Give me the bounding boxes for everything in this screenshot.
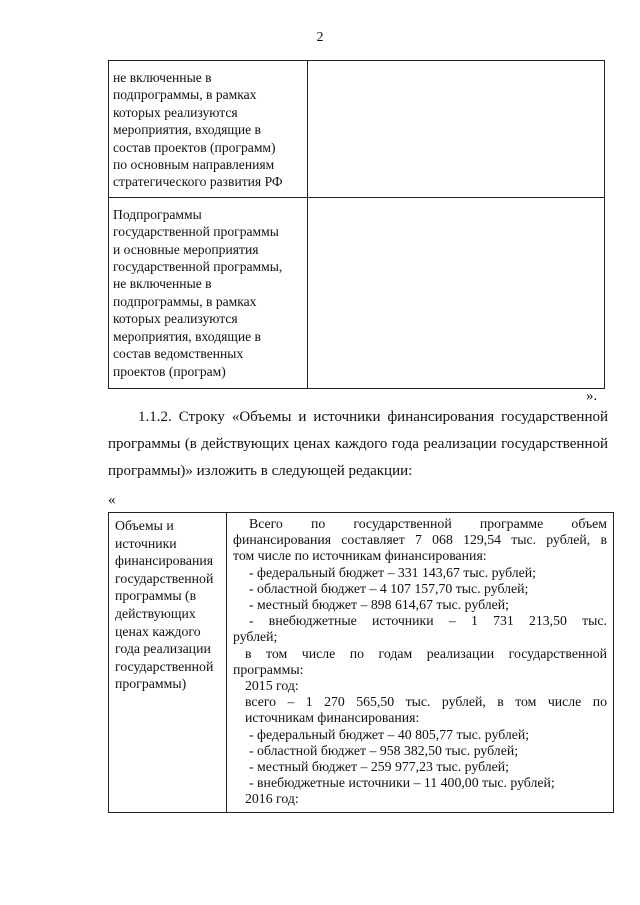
text-line: и основные мероприятия: [113, 241, 259, 257]
financing-label: [109, 513, 226, 697]
text-line: - внебюджетные источники – 11 400,00 тыс. рублей;: [249, 775, 555, 791]
goals-table-continuation: [108, 60, 605, 389]
text-line: 2016 год:: [245, 791, 299, 807]
text-line: - областной бюджет – 4 107 157,70 тыс. рублей;: [249, 580, 529, 596]
text-line: года реализации: [115, 641, 211, 657]
text-line: по основным направлениям: [113, 157, 275, 173]
text-line: проектов (програм): [113, 363, 226, 379]
financing-label-cell: [109, 513, 227, 813]
row-label-cell: [109, 61, 308, 198]
text-line: государственной: [115, 658, 214, 674]
text-line: подпрограммы, в рамках: [113, 293, 257, 309]
text-line: состав проектов (программ): [113, 139, 276, 155]
text-line: - областной бюджет – 958 382,50 тыс. рублей;: [249, 742, 519, 758]
text-line: программы:: [233, 661, 304, 677]
text-line: программы (в: [115, 588, 197, 604]
row-label-cell: [109, 197, 308, 388]
text-line: 2015 год:: [245, 678, 299, 694]
text-line: действующих: [115, 605, 196, 621]
text-line: - местный бюджет – 259 977,23 тыс. рублей;: [249, 759, 510, 775]
text-line: мероприятия, входящие в: [113, 328, 261, 344]
text-line: источники: [115, 535, 177, 551]
text-line: не включенные в: [113, 276, 212, 292]
text-line: том числе по источникам финансирования:: [233, 548, 487, 564]
financing-text: [227, 513, 613, 812]
text-line: мероприятия, входящие в: [113, 122, 261, 138]
text-line: программы): [115, 676, 187, 692]
financing-value-cell: [227, 513, 614, 813]
row-label-text: [109, 61, 307, 197]
text-line: государственной программы,: [113, 259, 283, 275]
text-line: финансирования: [115, 553, 214, 569]
text-line: которых реализуются: [113, 311, 238, 327]
text-line: источникам финансирования:: [245, 710, 420, 726]
text-line: - внебюджетные источники – 1 731 213,50 тыс.: [249, 613, 607, 629]
text-line: Подпрограммы: [113, 206, 202, 222]
text-line: - местный бюджет – 898 614,67 тыс. рублей;: [249, 597, 510, 613]
paragraph-line: 1.1.2. Строку «Объемы и источники финансирования государственной: [138, 409, 608, 425]
table-row: [109, 61, 605, 198]
text-line: государственной программы: [113, 224, 279, 240]
row-value-cell: [308, 61, 605, 198]
paragraph-line: программы)» изложить в следующей редакции:: [108, 463, 413, 479]
paragraph-line: программы (в действующих ценах каждого года реализации государственной: [108, 436, 608, 452]
opening-quote: «: [108, 492, 116, 508]
text-line: всего – 1 270 565,50 тыс. рублей, в том числе по: [245, 694, 607, 710]
text-line: ценах каждого: [115, 623, 201, 639]
text-line: Объемы и: [115, 518, 174, 533]
text-line: государственной: [115, 570, 214, 586]
text-line: подпрограммы, в рамках: [113, 87, 257, 103]
amendment-paragraph: [108, 404, 608, 485]
text-line: стратегического развития РФ: [113, 174, 283, 190]
text-line: - федеральный бюджет – 331 143,67 тыс. рублей;: [249, 564, 537, 580]
page-number: 2: [316, 30, 324, 45]
text-line: рублей;: [233, 629, 278, 645]
closing-quote: ».: [586, 388, 598, 404]
row-label-text: [109, 198, 307, 386]
text-line: Всего по государственной программе объем: [249, 516, 607, 531]
row-value-cell: [308, 197, 605, 388]
text-line: не включенные в: [113, 70, 212, 85]
financing-table: [108, 512, 614, 813]
text-line: состав ведомственных: [113, 346, 244, 362]
text-line: которых реализуются: [113, 104, 238, 120]
table-row: [109, 513, 614, 813]
table-row: [109, 197, 605, 388]
text-line: - федеральный бюджет – 40 805,77 тыс. рублей;: [249, 726, 530, 742]
text-line: финансирования составляет 7 068 129,54 тыс. рублей, в: [233, 532, 607, 548]
text-line: в том числе по годам реализации государственной: [245, 645, 607, 661]
